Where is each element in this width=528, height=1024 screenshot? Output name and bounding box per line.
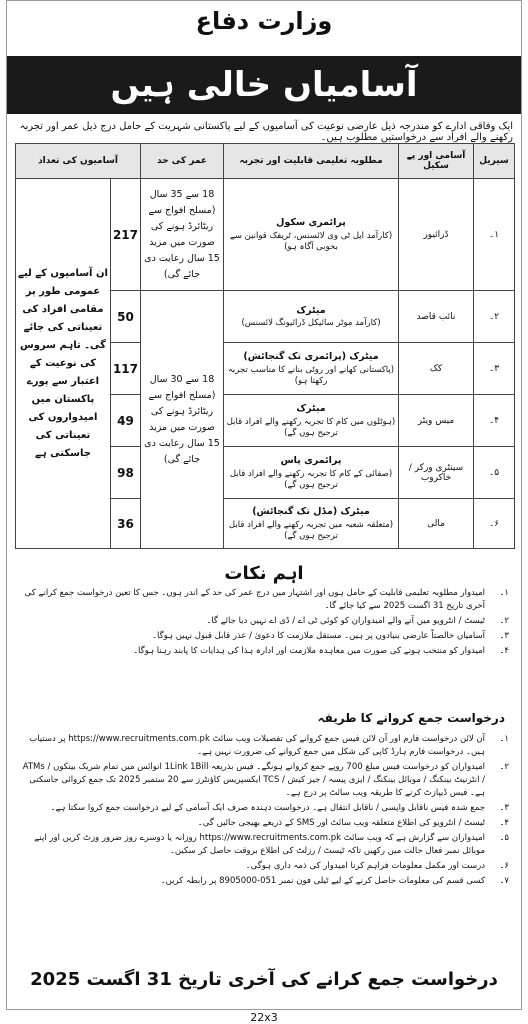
list-item: ۳۔ آسامیاں خالصتاً عارضی بنیادوں پر ہیں۔ مستقل ملازمت کا دعویٰ / عذر قابل قبول نہیں ہوگا۔: [152, 631, 509, 641]
header-age: عمر کی حد: [141, 144, 224, 179]
intro-text: ایک وفاقی ادارے کو مندرجہ ذیل عارضی نوعیت کی آسامیوں کے لیے پاکستانی شہریت کے حامل درج ذیل عمر اور تجربہ رکھنے والے افراد سے درخواستیں مطلوب ہیں۔: [19, 121, 513, 143]
header-count: آسامیوں کی تعداد: [16, 144, 141, 179]
row-post: ڈرائیور: [399, 179, 474, 291]
row-count: 49: [110, 395, 140, 447]
list-item: ۴۔ امیدوار کو منتخب ہونے کی صورت میں معاہدہ ملازمت اور ادارہ ہذا کی ہدایات کا پابند رہنا ہوگا۔: [133, 646, 509, 656]
qual-main: میٹرک (مڈل تک گنجائش): [252, 506, 370, 517]
age-limit-driver: 18 سے 35 سال (مسلح افواج سے ریٹائرڈ ہونے کی صورت میں مزید 15 سال رعایت دی جائے گی): [141, 179, 224, 291]
list-item: ۴۔ ٹیسٹ / انٹرویو کی اطلاع متعلقہ ویب سائٹ اور SMS کے ذریعے بھیجی جائیں گی۔: [197, 818, 509, 828]
list-item: ۵۔ امیدواران سے گزارش ہے کہ ویب سائٹ https://www.recruitments.com.pk روزانہ یا دوسرے روز ضرور وزٹ کریں اور اپنے موبائل نمبر فعال حالت میں رکھیں تاکہ ٹیسٹ / رزلٹ کی اطلاع بروقت حاصل کر سکیں۔: [34, 833, 509, 856]
list-item: ۷۔ کسی قسم کی معلومات حاصل کرنے کے لیے ٹیلی فون نمبر 051-8905000 پر رابطہ کریں۔: [160, 876, 509, 886]
list-item: ۲۔ ٹیسٹ / انٹرویو میں آنے والے امیدواران کو کوئی ٹی اے / ڈی اے نہیں دیا جائے گا۔: [206, 616, 509, 626]
row-qualification: [224, 179, 399, 291]
row-post: سینٹری ورکر / خاکروب: [399, 447, 474, 499]
row-serial: ۴۔: [474, 395, 515, 447]
important-points-list: [19, 587, 509, 660]
list-item: ۳۔ جمع شدہ فیس ناقابل واپسی / ناقابل انتقال ہے۔ درخواست دہندہ صرف ایک آسامی کے لیے درخواست جمع کروا سکتا ہے۔: [50, 803, 509, 813]
qual-sub: (متعلقہ شعبہ میں تجربہ رکھنے والے افراد قابل ترجیح ہوں گے): [228, 520, 394, 541]
row-serial: ۵۔: [474, 447, 515, 499]
row-qualification: [224, 291, 399, 343]
qual-main: میٹرک: [296, 403, 326, 414]
how-to-apply-heading: درخواست جمع کروانے کا طریقہ: [317, 711, 505, 725]
qual-sub: (پاکستانی کھانے اور روٹی بنانے کا مناسب تجربہ رکھتا ہو): [227, 365, 395, 386]
row-count: 36: [110, 499, 140, 549]
row-qualification: [224, 395, 399, 447]
row-qualification: [224, 499, 399, 549]
header-serial: سیریل: [474, 144, 515, 179]
row-qualification: [224, 343, 399, 395]
row-serial: ۶۔: [474, 499, 515, 549]
header-qualification: مطلوبہ تعلیمی قابلیت اور تجربہ: [224, 144, 399, 179]
ad-size-code: 22x3: [250, 1011, 278, 1024]
important-points-heading: اہم نکات: [224, 563, 304, 584]
qual-sub: (کارآمد موٹر سائیکل ڈرائیونگ لائسنس): [241, 318, 381, 328]
qual-main: پرائمری سکول: [276, 217, 346, 228]
list-item: ۱۔ آن لائن درخواست فارم اور آن لائن فیس جمع کروانے کی تفصیلات ویب سائٹ https://www.recruitments.com.pk پر دستیاب ہیں۔ درخواست فارم ہارڈ کاپی کی شکل میں جمع کروانے کی ضرورت نہیں ہے۔: [29, 734, 509, 757]
row-count: 98: [110, 447, 140, 499]
qual-main: میٹرک: [296, 305, 326, 316]
deadline-text: درخواست جمع کرانے کی آخری تاریخ 31 اگست 2025: [30, 969, 498, 990]
row-qualification: [224, 447, 399, 499]
row-post: مالی: [399, 499, 474, 549]
ministry-title: وزارت دفاع: [195, 7, 333, 35]
vacancies-table: [15, 143, 515, 549]
row-post: میس ویٹر: [399, 395, 474, 447]
row-count: 50: [110, 291, 140, 343]
posting-notes: ان آسامیوں کے لیے عمومی طور پر مقامی افراد کی تعیناتی کی جائے گی۔ تاہم سروس کی نوعیت کے اعتبار سے پورے پاکستان میں امیدواروں کی تعیناتی کی جاسکتی ہے: [16, 179, 111, 549]
row-serial: ۲۔: [474, 291, 515, 343]
qual-sub: (کارآمد ایل ٹی وی لائسنس، ٹریفک قوانین سے بخوبی آگاہ ہو): [229, 231, 393, 252]
list-item: ۲۔ امیدواران کو درخواست فیس مبلغ 700 روپے جمع کروانے ہونگے۔ فیس بذریعہ 1Link 1Bill انوائس میں تمام شریک بینکوں / ATMs / انٹرنیٹ بینکنگ / موبائل بینکنگ / ایزی پیسہ / جیز کیش / TCS ایکسپریس کاؤنٹرز سے 20 ستمبر 2025 تک جمع کروائی جاسکتی ہے۔ فیس ڈیپازٹ کرنے کا طریقہ ویب سائٹ پر درج ہے۔: [22, 762, 509, 798]
row-serial: ۱۔: [474, 179, 515, 291]
row-post: نائب قاصد: [399, 291, 474, 343]
list-item: ۶۔ درست اور مکمل معلومات فراہم کرنا امیدوار کی ذمہ داری ہوگی۔: [245, 861, 509, 871]
qual-main: میٹرک (پرائمری تک گنجائش): [243, 351, 379, 362]
header-post: آسامی اور پے سکیل: [399, 144, 474, 179]
advertisement: [6, 0, 522, 1010]
table-header-row: [16, 144, 515, 179]
qual-sub: (صفائی کے کام کا تجربہ رکھنے والے افراد قابل ترجیح ہوں گے): [229, 469, 393, 490]
row-count: 117: [110, 343, 140, 395]
vacancies-banner: آسامیاں خالی ہیں: [7, 56, 521, 114]
row-post: کک: [399, 343, 474, 395]
table-row: [16, 179, 515, 291]
list-item: ۱۔ امیدوار مطلوبہ تعلیمی قابلیت کے حامل ہوں اور اشتہار میں درج عمر کی حد کے اندر ہوں۔ جس کا تعین درخواست جمع کرانے کی آخری تاریخ 31 اگست 2025 سے کیا جائے گا۔: [24, 588, 509, 611]
age-limit-others: 18 سے 30 سال (مسلح افواج سے ریٹائرڈ ہونے کی صورت میں مزید 15 سال رعایت دی جائے گی): [141, 291, 224, 549]
row-serial: ۳۔: [474, 343, 515, 395]
row-count: 217: [110, 179, 140, 291]
qual-sub: (ہوٹلوں میں کام کا تجربہ رکھنے والے افراد قابل ترجیح ہوں گے): [226, 417, 396, 438]
how-to-apply-list: [19, 733, 509, 890]
qual-main: پرائمری پاس: [280, 455, 342, 466]
